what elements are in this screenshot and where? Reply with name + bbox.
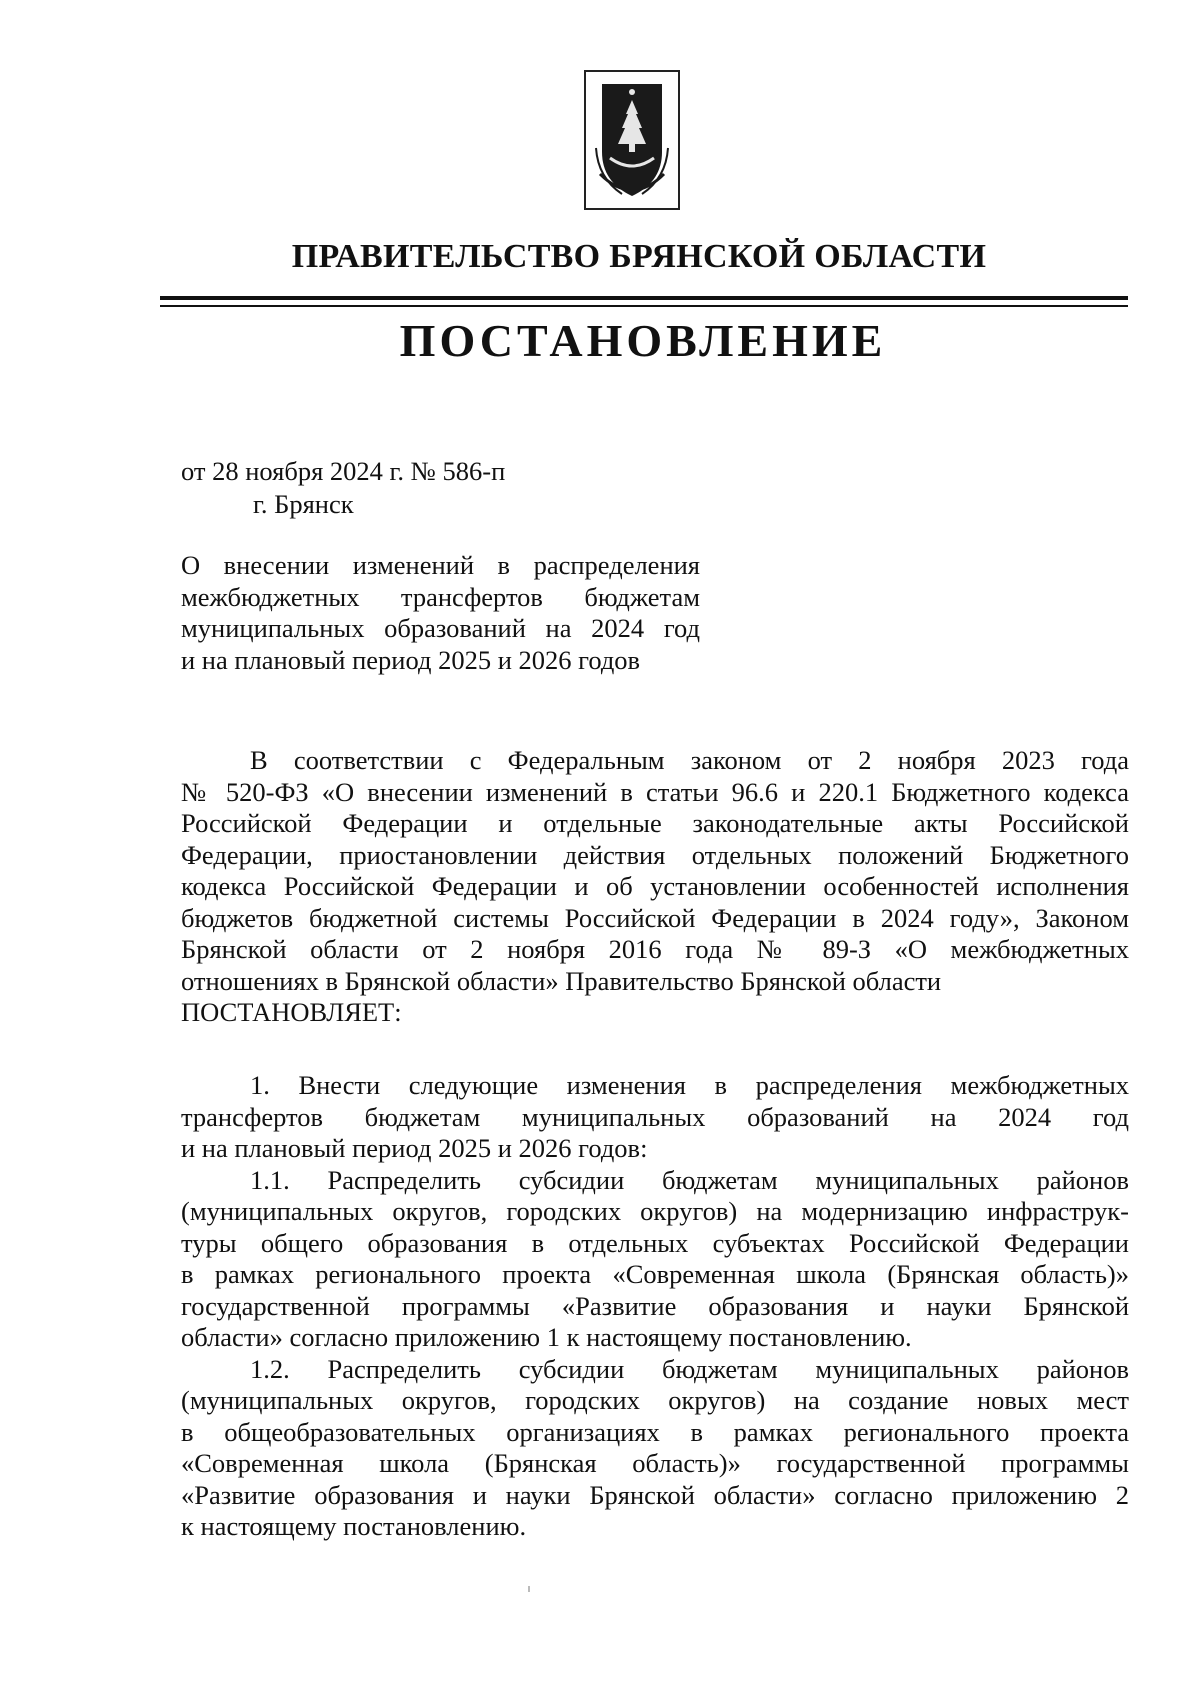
subject-line: межбюджетных трансфертов бюджетам bbox=[181, 581, 700, 612]
preamble-line: Российской Федерации и отдельные законодательные акты Российской bbox=[181, 808, 1129, 838]
operative-items bbox=[181, 1070, 1129, 1543]
preamble-paragraph bbox=[181, 745, 1129, 1029]
date-number-line: от 28 ноября 2024 г. № 586-п bbox=[181, 456, 506, 486]
header-rule-thin bbox=[160, 305, 1128, 307]
subject-line: и на плановый период 2025 и 2026 годов bbox=[181, 644, 641, 675]
item-1-2-line: «Развитие образования и науки Брянской области» согласно приложению 2 bbox=[181, 1479, 1129, 1510]
subject-heading bbox=[181, 550, 700, 676]
item-1-line: трансфертов бюджетам муниципальных образований на 2024 год bbox=[181, 1101, 1129, 1132]
organization-title: ПРАВИТЕЛЬСТВО БРЯНСКОЙ ОБЛАСТИ bbox=[291, 238, 987, 275]
item-1-2-line: к настоящему постановлению. bbox=[181, 1511, 527, 1541]
coat-of-arms-icon bbox=[592, 78, 672, 202]
document-type-title: ПОСТАНОВЛЕНИЕ bbox=[399, 315, 887, 366]
preamble-line: Федерации, приостановлении действия отдельных положений Бюджетного bbox=[181, 839, 1129, 870]
item-1-1-line: в рамках регионального проекта «Современная школа (Брянская область)» bbox=[181, 1259, 1129, 1289]
item-1-2-line: «Современная школа (Брянская область)» государственной программы bbox=[181, 1448, 1129, 1478]
item-1-line: и на плановый период 2025 и 2026 годов: bbox=[181, 1133, 648, 1163]
header-rule-thick bbox=[160, 296, 1128, 300]
item-1-2-line: в общеобразовательных организациях в рамках регионального проекта bbox=[181, 1416, 1129, 1447]
scan-artifact bbox=[528, 1586, 530, 1592]
item-1-1-line: (муниципальных округов, городских округов) на модернизацию инфраструк- bbox=[181, 1196, 1129, 1226]
subject-line: муниципальных образований на 2024 год bbox=[181, 613, 700, 643]
city-line: г. Брянск bbox=[253, 489, 354, 519]
preamble-line: № 520-ФЗ «О внесении изменений в статьи 96.6 и 220.1 Бюджетного кодекса bbox=[181, 776, 1129, 807]
preamble-line: отношениях в Брянской области» Правительство Брянской области bbox=[181, 965, 942, 996]
preamble-resolves-line: ПОСТАНОВЛЯЕТ: bbox=[181, 997, 402, 1027]
preamble-line: бюджетов бюджетной системы Российской Федерации в 2024 году», Законом bbox=[181, 902, 1129, 933]
item-1-1-line: области» согласно приложению 1 к настоящему постановлению. bbox=[181, 1322, 912, 1352]
item-1-1-line: государственной программы «Развитие образования и науки Брянской bbox=[181, 1290, 1129, 1321]
item-1-1-line: 1.1. Распределить субсидии бюджетам муниципальных районов bbox=[250, 1164, 1129, 1195]
item-1-1-line: туры общего образования в отдельных субъектах Российской Федерации bbox=[181, 1227, 1129, 1258]
item-1-2-line: (муниципальных округов, городских округов) на создание новых мест bbox=[181, 1385, 1129, 1415]
preamble-line: Брянской области от 2 ноября 2016 года № 89-З «О межбюджетных bbox=[181, 934, 1129, 964]
item-1-2-line: 1.2. Распределить субсидии бюджетам муниципальных районов bbox=[250, 1353, 1129, 1384]
preamble-line: В соответствии с Федеральным законом от 2 ноября 2023 года bbox=[250, 745, 1129, 775]
item-1-line: 1. Внести следующие изменения в распределения межбюджетных bbox=[250, 1070, 1129, 1100]
coat-of-arms-emblem bbox=[584, 70, 680, 210]
preamble-line: кодекса Российской Федерации и об установлении особенностей исполнения bbox=[181, 871, 1129, 901]
subject-line: О внесении изменений в распределения bbox=[181, 550, 700, 580]
